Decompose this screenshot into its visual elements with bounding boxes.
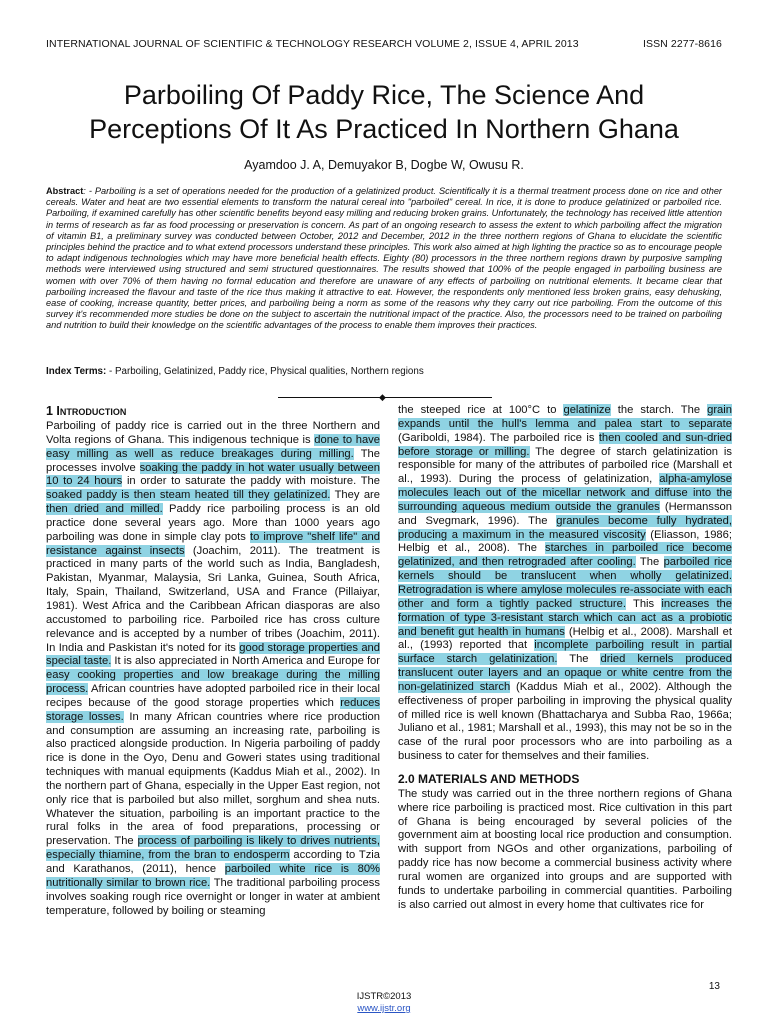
- highlight: gelatinize: [563, 404, 611, 416]
- highlight: grain expands until the hull's lemma and palea start to separate: [398, 404, 732, 430]
- highlight: parboiled rice kernels should be translucent when wholly gelatinized. Retrogradation is where amylose molecules re-associate with each other and form a tightly packed structure.: [398, 556, 732, 610]
- paper-title: [40, 78, 728, 146]
- highlight: incomplete parboiling result in partial surface starch gelatinization.: [398, 639, 732, 666]
- intro-continued-paragraph: the steeped rice at 100°C to gelatinize the starch. The grain expands until the hull's lemma and palea start to separate (Gariboldi, 1984). The parboiled rice is then cooled and sun-dried before storage or milling. The degree of starch gelatinization is responsible for many of the attributes of parboiled rice (Marshall et al., 1993). During the process of gelatinization, alpha-amylose molecules leach out of the micellar network and diffuse into the surrounding aqueous medium outside the granules (Hermansson and Svegmark, 1996). The granules become fully hydrated, producing a maximum in the measured viscosity (Eliasson, 1986; Helbig et al., 2008). The starches in parboiled rice become gelatinized, and then retrograded after cooling. The parboiled rice kernels should be translucent when wholly gelatinized. Retrogradation is where amylose molecules re-associate with each other and form a tightly packed structure. This increases the formation of type 3-resistant starch which can act as a probiotic and benefit gut health in humans (Helbig et al., 2008). Marshall et al., (1993) reported that incomplete parboiling result in partial surface starch gelatinization. The dried kernels produced translucent outer layers and an opaque or white centre from the non-gelatinized starch (Kaddus Miah et al., 2002). Although the effectiveness of proper parboiling in improving the physical quality of milled rice is well known (Bhattacharya and Subba Rao, 1966a; Juliano et al., 1981; Marshall et al., 1993), this may not be so in the case of the rural poor processors who are into parboiling as a business to cater for themselves and their families.: [398, 404, 733, 763]
- highlight: easy cooking properties and low breakage during the milling process.: [46, 669, 380, 696]
- index-terms-label: Index Terms:: [46, 366, 107, 377]
- highlight: done to have easy milling as well as reduce breakages during milling.: [46, 433, 380, 460]
- highlight: to improve "shelf life" and resistance against insects: [46, 530, 380, 557]
- abstract-text: : - Parboiling is a set of operations needed for the production of a gelatinized product. Scientifically it is a thermal treatment process done on rice and other cereals. Water and heat are two essential elements to transform the natural cereal into "parboiled" cereal. In rice, it is done to produce gelatinized or parboiled rice. Parboiling, if examined carefully has other scientific benefits beyond easy milling and reducing broken grains. Unfortunately, the technology has received little attention in terms of research as far as food processing or preservation is concern. As part of an ongoing research to assess the extent to which parboiling affect the migration of vitamin B1, a preliminary survey was conducted between October, 2012 and December, 2012 in the three northern regions of Ghana to elucidate the scientific principles behind the practice and to what extend processors understand these principles. This work also aimed at high lighting the practice so as to encourage people to adapt indigenous technologies which may have more beneficial health effects. Eighty (80) processors in the three northern regions drawn by purposive sampling methods were interviewed using structured and semi structured questionnaires. The results showed that 100% of the people engaged in parboiling business are women with over 70% of them having no formal education and therefore are unaware of any effects of parboiling on nutritional elements. It became clear that parboiling increased the flavour and taste of the rice thus making it attractive to eat. However, the respondents only mentioned less broken grains, easy dehusking, ease of cooking, increase quantity, better prices, and parboiling being a norm as some of the reasons why they carry out rice parboiling. From the outcome of this survey it's recommended more studies be done on the subject to ascertain the nutritional impact of the practice. Also, the processors need to be trained on parboiling and nutrition to build their knowledge on the scientific advantages of the process to enable them improves their practices.: [46, 186, 722, 331]
- methods-heading: 2.0 MATERIALS AND METHODS: [398, 771, 580, 786]
- highlight: soaked paddy is then steam heated till they gelatinized.: [46, 489, 331, 502]
- intro-paragraph: Parboiling of paddy rice is carried out in the three Northern and Volta regions of Ghana. This indigenous technique is done to have easy milling as well as reduce breakages during milling. The processes involve soaking the paddy in hot water usually between 10 to 24 hours in order to saturate the paddy with moisture. The soaked paddy is then steam heated till they gelatinized. They are then dried and milled. Paddy rice parboiling process is an old practice done several years ago. More than 1000 years ago parboiling was done in simple clay pots to improve "shelf life" and resistance against insects (Joachim, 2011). The treatment is practiced in many parts of the world such as India, Bangladesh, Pakistan, Myanmar, Malaysia, Sri Lanka, Guinea, South Africa, Italy, Spain, Thailand, Switzerland, USA and France (Pillaiyar, 1981). West Africa and the Caribbean African diasporas are also accustomed to parboiling rice. Parboiled rice has cross culture relevance and is accepted by a number of tribes (Joachim, 2011). In India and Paskistan it's noted for its good storage properties and special taste. It is also appreciated in North America and Europe for easy cooking properties and low breakage during the milling process. African countries have adopted parboiled rice in their local recipes because of the good storage properties which reduces storage losses. In many African countries where rice production and consumption are assuming an increasing rate, parboiling is also practiced alongside production. In Nigeria parboiling of paddy rice is done in the Oyo, Denu and Goweri states using traditional techniques with manual equipments (Kaddus Miah et al., 2002). In the northern part of Ghana, especially in the Upper East region, not only rice that is parboiled but also millet, sorghum and shea nuts. Whatever the situation, parboiling is an important practice to the rural folks in the area of food preparations, processing or preservation. The process of parboiling is likely to drives nutrients, especially thiamine, from the bran to endosperm according to Tzia and Karathanos, (2011), hence parboiled white rice is 80% nutritionally similar to brown rice. The traditional parboiling process involves soaking rough rice overnight or longer in water at ambient temperature, followed by boiling or steaming: [46, 420, 381, 917]
- highlight: granules become fully hydrated, producing a maximum in the measured viscosity: [398, 514, 732, 541]
- abstract-label: Abstract: [46, 186, 84, 196]
- left-column: [46, 404, 380, 918]
- highlight: then cooled and sun-dried before storage or milling.: [398, 431, 732, 458]
- highlight: reduces storage losses.: [46, 696, 380, 723]
- journal-header: [46, 38, 722, 50]
- journal-name: INTERNATIONAL JOURNAL OF SCIENTIFIC & TECHNOLOGY RESEARCH VOLUME 2, ISSUE 4, APRIL 2013: [46, 38, 579, 50]
- highlight: alpha-amylose molecules leach out of the micellar network and diffuse into the surrounding aqueous medium outside the granules: [398, 473, 732, 513]
- highlight: soaking the paddy in hot water usually between 10 to 24 hours: [46, 461, 381, 488]
- issn: ISSN 2277-8616: [642, 38, 722, 50]
- highlight: then dried and milled.: [46, 503, 163, 516]
- highlight: parboiled white rice is 80% nutritionally similar to brown rice.: [46, 863, 381, 889]
- title-line-2: Perceptions Of It As Practiced In Northern Ghana: [89, 114, 679, 144]
- right-column: [398, 404, 732, 913]
- highlight: good storage properties and special taste.: [46, 641, 381, 668]
- index-terms-text: - Parboiling, Gelatinized, Paddy rice, Physical qualities, Northern regions: [106, 366, 424, 377]
- footer-link[interactable]: www.ijstr.org: [357, 1003, 411, 1014]
- highlight: dried kernels produced translucent outer layers and an opaque or white centre from the non-gelatinized starch: [398, 653, 732, 693]
- abstract: [46, 186, 722, 332]
- methods-paragraph: The study was carried out in the three northern regions of Ghana where rice parboiling is practiced most. Rice cultivation in this part of Ghana is being encouraged by several policies of the government aim at boosting local rice production and consumption. with support from NGOs and other organizations, parboiling of paddy rice has now become a commercial business activity where rural women are organized into groups and are supported with funds to undertake parboiling in commercial quantities. Parboiling is also carried out almost in every home that cultivates rice for: [398, 787, 732, 911]
- page-number: 13: [708, 981, 720, 992]
- divider-diamond-icon: ◆: [379, 392, 386, 402]
- footer: [0, 991, 768, 1015]
- intro-heading: 1 Introduction: [46, 404, 127, 418]
- highlight: starches in parboiled rice become gelatinized, and then retrograded after cooling.: [398, 542, 732, 569]
- title-line-1: Parboiling Of Paddy Rice, The Science And: [123, 80, 645, 110]
- authors: Ayamdoo J. A, Demuyakor B, Dogbe W, Owusu R.: [244, 158, 524, 172]
- footer-copyright: IJSTR©2013: [356, 991, 412, 1002]
- highlight: increases the formation of type 3-resistant starch which can act as a probiotic and benefit gut health in humans: [398, 597, 733, 638]
- highlight: process of parboiling is likely to drives nutrients, especially thiamine, from the bran to endosperm: [46, 835, 380, 862]
- index-terms: [46, 366, 722, 377]
